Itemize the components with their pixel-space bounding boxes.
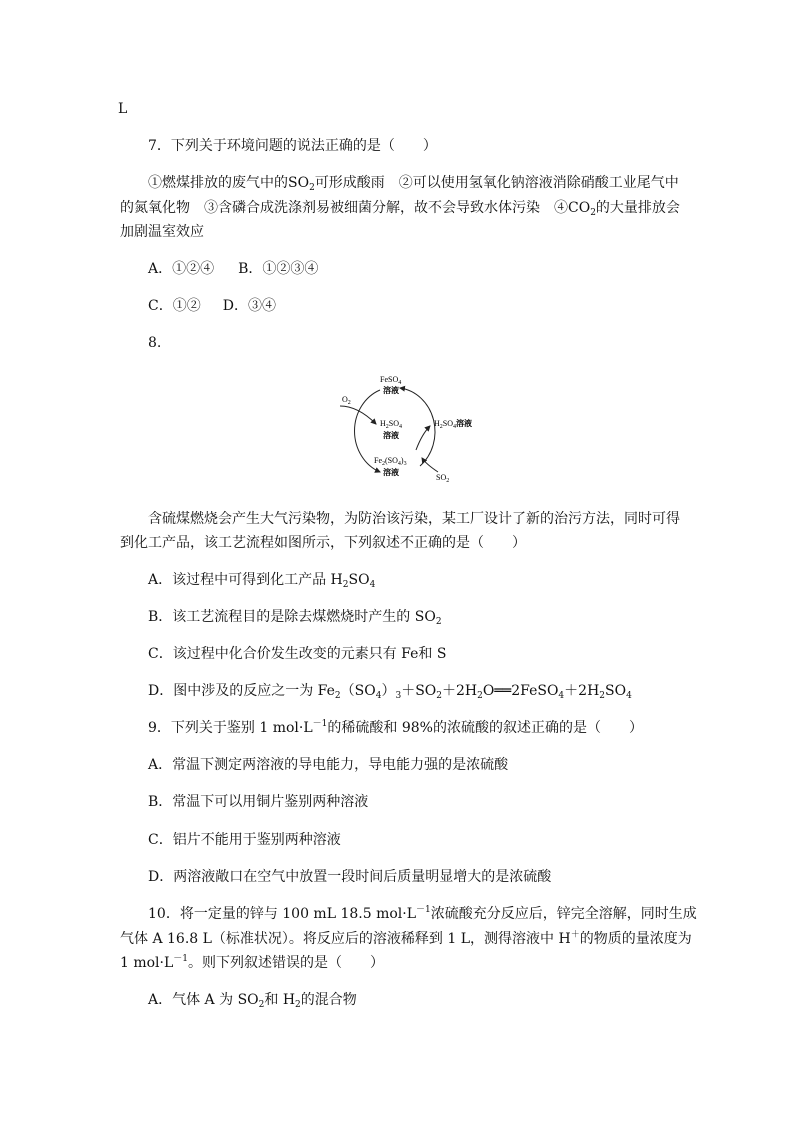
q10-option-a: A．气体 A 为 $SO_2$和 $H_2$的混合物 (148, 992, 357, 1010)
q8-stem-line-2: 到化工产品，该工艺流程如图所示，下列叙述不正确的是（ ） (120, 535, 526, 551)
label-h2so4-inner-solution: 溶液 (383, 431, 399, 440)
q9-option-b: B．常温下可以用铜片鉴别两种溶液 (148, 794, 369, 810)
q7-options-cd (148, 296, 276, 316)
q7-stem: 7．下列关于环境问题的说法正确的是（ ） (148, 138, 437, 154)
q8-stem-line-1: 含硫煤燃烧会产生大气污染物，为防治该污染，某工厂设计了新的治污方法，同时可得 (148, 511, 680, 527)
cycle-arc-right (400, 388, 435, 466)
h2so4-out-arrow (416, 426, 430, 450)
label-h2so4-output: $H_2SO_4$溶液 (434, 419, 473, 430)
q7-statement-line-2: 的氮氧化物 ③含磷合成洗涤剂易被细菌分解，故不会导致水体污染 $④CO_2$的大量排放会 (120, 200, 680, 218)
q8-option-a: A．该过程中可得到化工产品 $H_2SO_4$ (148, 572, 376, 590)
q10-stem-line-3: 1 $mol\cdot L^{-1}$。则下列叙述错误的是（ ） (120, 954, 385, 971)
label-h2so4-inner: $H_2SO_4$ (380, 419, 403, 430)
q7-statement-line-1: ①燃煤排放的废气中的$SO_2$可形成酸雨 ②可以使用氢氧化钠溶液消除硝酸工业尾气中 (148, 175, 679, 193)
q9-option-a: A．常温下测定两溶液的导电能力，导电能力强的是浓硫酸 (148, 757, 509, 773)
label-o2: $O_2$ (342, 395, 351, 406)
q7-options-ab (148, 259, 318, 279)
q10-stem-line-2: 气体 A 16.8 L（标准状况）。将反应后的溶液稀释到 1 L，测得溶液中 H＋的物质的量浓度为 (120, 930, 692, 947)
top-fragment: L (118, 101, 128, 117)
so2-arrow (422, 458, 438, 472)
q8-option-d: D．图中涉及的反应之一为 $Fe_2(SO_4)_3+SO_2+2H_2O══2FeSO_4+2H_2SO_4$ (148, 683, 632, 701)
q7-option-c: C．①② (148, 298, 201, 314)
label-so2: $SO_2$ (436, 473, 450, 484)
q8-number: 8. (148, 335, 162, 351)
label-feso4-solution: 溶液 (383, 386, 399, 395)
label-fe2so43: $Fe_2(SO_4)_3$ (374, 456, 407, 467)
o2-arrow (340, 406, 376, 424)
q9-option-d: D．两溶液敞口在空气中放置一段时间后质量明显增大的是浓硫酸 (148, 869, 552, 885)
label-feso4: FeSO$_4$ (380, 375, 402, 386)
q10-stem-line-1: 10．将一定量的锌与 100 mL 18.5 $mol\cdot L^{-1}$浓硫酸充分反应后，锌完全溶解，同时生成 (148, 905, 697, 922)
label-fe2so43-solution: 溶液 (383, 468, 399, 477)
q7-statement-line-3: 加剧温室效应 (120, 224, 204, 240)
q9-option-c: C．铝片不能用于鉴别两种溶液 (148, 832, 341, 848)
q8-option-b: B．该工艺流程目的是除去煤燃烧时产生的 $SO_2$ (148, 609, 442, 627)
q9-stem: 9．下列关于鉴别 1 $mol\cdot L^{-1}$的稀硫酸和 98%的浓硫酸的叙述正确的是（ ） (148, 719, 643, 736)
q7-option-a: A．①②④ (148, 261, 215, 277)
q8-option-c: C．该过程中化合价发生改变的元素只有 Fe和 S (148, 646, 447, 662)
q7-option-b: B．①②③④ (238, 261, 319, 277)
q7-option-d: D．③④ (222, 298, 276, 314)
sulfur-cycle-diagram (330, 368, 500, 488)
